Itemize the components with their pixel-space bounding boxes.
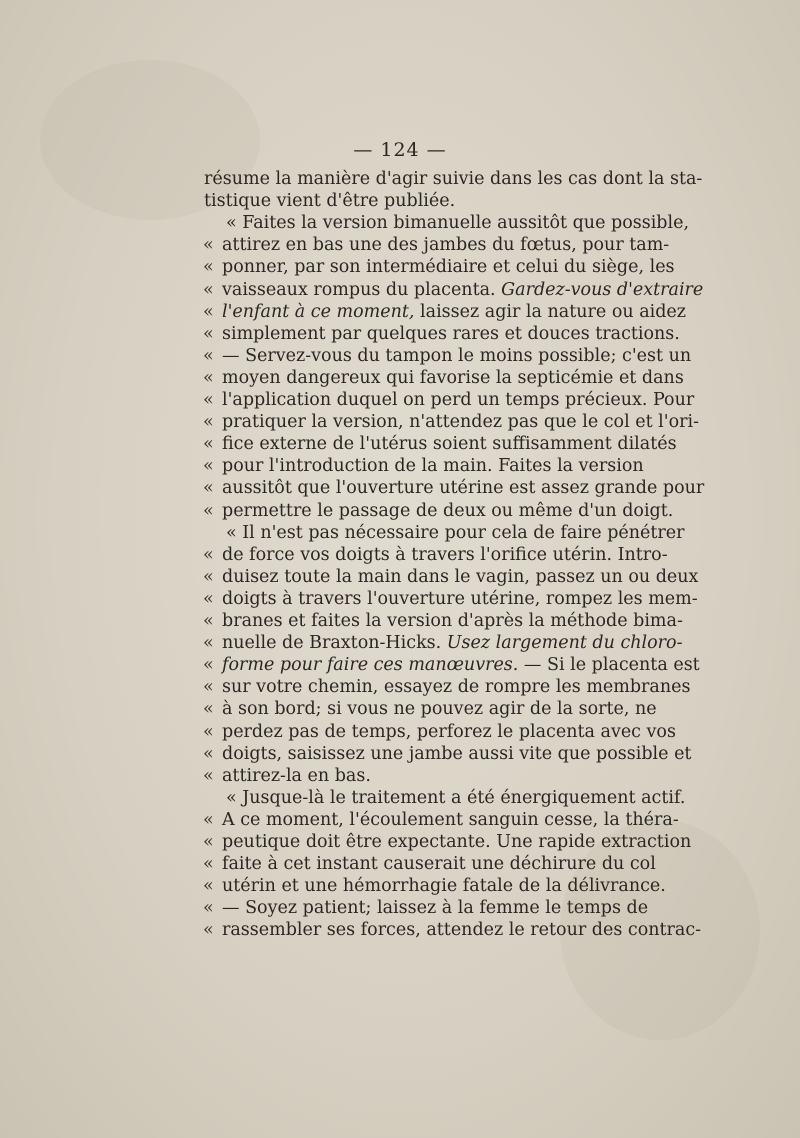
text-line — [0, 455, 800, 477]
text-line — [0, 190, 800, 212]
quote-marker: « — [203, 898, 214, 919]
text-line — [0, 875, 800, 897]
text-line — [0, 212, 800, 234]
text-line — [0, 522, 800, 544]
text-line — [0, 632, 800, 654]
quote-marker: « — [203, 390, 214, 410]
text-line — [0, 323, 800, 345]
text-line — [0, 853, 800, 875]
quote-marker: « — [203, 456, 214, 477]
text-line — [0, 831, 800, 853]
text-line — [0, 698, 800, 720]
quote-marker: « — [203, 500, 214, 521]
text-line — [0, 610, 800, 632]
quote-marker: « — [203, 699, 214, 720]
text-line — [0, 301, 800, 323]
line-text: de force vos doigts à travers l'orifice utérin. Intro- — [222, 544, 668, 565]
text-line — [0, 919, 800, 941]
plain-text: — Si le placenta est — [518, 655, 700, 676]
text-line — [0, 389, 800, 411]
quote-marker: « — [203, 655, 214, 676]
quote-marker: « — [203, 478, 214, 499]
line-text: attirez-la en bas. — [222, 765, 371, 786]
line-text: doigts à travers l'ouverture utérine, rompez les mem- — [222, 588, 698, 609]
line-text: sur votre chemin, essayez de rompre les membranes — [222, 677, 691, 698]
text-line — [0, 256, 800, 278]
line-text: l'application duquel on perd un temps précieux. Pour — [222, 390, 695, 410]
text-line — [0, 676, 800, 698]
line-text — [222, 279, 704, 301]
quote-marker: « — [203, 876, 214, 897]
quote-marker: « — [203, 832, 214, 852]
text-line — [0, 654, 800, 676]
plain-text: vaisseaux rompus du placenta. — [222, 279, 502, 300]
quote-marker: « — [203, 743, 214, 764]
text-line — [0, 787, 800, 809]
line-text: aussitôt que l'ouverture utérine est assez grande pour — [222, 478, 705, 499]
text-line — [0, 234, 800, 256]
line-text: — Servez-vous du tampon le moins possible; c'est un — [222, 345, 692, 366]
line-text: « Jusque-là le traitement a été énergiquement actif. — [226, 787, 686, 808]
line-text: « Faites la version bimanuelle aussitôt que possible, — [226, 213, 690, 234]
quote-marker: « — [203, 434, 214, 455]
quote-marker: « — [203, 721, 214, 742]
line-text: perdez pas de temps, perforez le placenta avec vos — [222, 721, 676, 742]
line-text — [222, 301, 686, 323]
quote-marker: « — [203, 279, 214, 300]
quote-marker: « — [203, 920, 214, 941]
quote-marker: « — [203, 323, 214, 344]
quote-marker: « — [203, 257, 214, 278]
line-text: moyen dangereux qui favorise la septicémie et dans — [222, 367, 684, 388]
quote-marker: « — [203, 611, 214, 631]
line-text — [222, 654, 700, 676]
line-text: faite à cet instant causerait une déchirure du col — [222, 854, 656, 875]
text-line — [0, 168, 800, 190]
text-line — [0, 367, 800, 389]
text-line — [0, 588, 800, 610]
text-line — [0, 765, 800, 787]
quote-marker: « — [203, 345, 214, 366]
line-text: utérin et une hémorrhagie fatale de la délivrance. — [222, 876, 666, 897]
line-text: fice externe de l'utérus soient suffisamment dilatés — [222, 434, 677, 455]
quote-marker: « — [203, 235, 214, 256]
line-text: résume la manière d'agir suivie dans les cas dont la sta- — [204, 169, 703, 189]
line-text: « Il n'est pas nécessaire pour cela de faire pénétrer — [226, 522, 685, 543]
text-line — [0, 743, 800, 765]
plain-text: nuelle de Braxton-Hicks. — [222, 633, 447, 654]
line-text: rassembler ses forces, attendez le retour des contrac- — [222, 920, 702, 941]
quote-marker: « — [203, 854, 214, 875]
quote-marker: « — [203, 588, 214, 609]
quote-marker: « — [203, 765, 214, 786]
line-text: doigts, saisissez une jambe aussi vite que possible et — [222, 743, 692, 764]
text-line — [0, 566, 800, 588]
text-line — [0, 477, 800, 499]
line-text: peutique doit être expectante. Une rapide extraction — [222, 832, 692, 852]
quote-marker: « — [203, 809, 214, 830]
line-text: tistique vient d'être publiée. — [204, 191, 456, 212]
line-text: simplement par quelques rares et douces tractions. — [222, 323, 680, 344]
quote-marker: « — [203, 677, 214, 698]
line-text: A ce moment, l'écoulement sanguin cesse, la théra- — [222, 809, 679, 830]
line-text: — Soyez patient; laissez à la femme le temps de — [222, 898, 649, 919]
line-text: duisez toute la main dans le vagin, passez un ou deux — [222, 566, 699, 587]
text-line — [0, 411, 800, 433]
text-line — [0, 897, 800, 919]
quote-marker: « — [203, 633, 214, 654]
text-line — [0, 345, 800, 367]
text-line — [0, 279, 800, 301]
line-text: à son bord; si vous ne pouvez agir de la sorte, ne — [222, 699, 657, 720]
text-line — [0, 500, 800, 522]
page-number: — 124 — — [353, 139, 447, 161]
text-line — [0, 721, 800, 743]
italic-text: l'enfant à ce moment, — [222, 301, 415, 322]
quote-marker: « — [203, 544, 214, 565]
quote-marker: « — [203, 412, 214, 433]
line-text: ponner, par son intermédiaire et celui du siège, les — [222, 257, 675, 278]
line-text: attirez en bas une des jambes du fœtus, pour tam- — [222, 235, 670, 256]
italic-text: Usez largement du chloro- — [446, 633, 683, 654]
text-line — [0, 433, 800, 455]
italic-text: forme pour faire ces manœuvres. — [222, 655, 519, 676]
plain-text: laissez agir la nature ou aidez — [414, 301, 686, 322]
text-line — [0, 809, 800, 831]
quote-marker: « — [203, 301, 214, 322]
text-line — [0, 544, 800, 566]
line-text: pour l'introduction de la main. Faites la version — [222, 456, 644, 477]
line-text: branes et faites la version d'après la méthode bima- — [222, 611, 683, 631]
italic-text: Gardez-vous d'extraire — [501, 279, 704, 300]
quote-marker: « — [203, 367, 214, 388]
line-text: pratiquer la version, n'attendez pas que le col et l'ori- — [222, 412, 700, 433]
quote-marker: « — [203, 566, 214, 587]
line-text: permettre le passage de deux ou même d'un doigt. — [222, 500, 674, 521]
line-text — [222, 632, 683, 654]
